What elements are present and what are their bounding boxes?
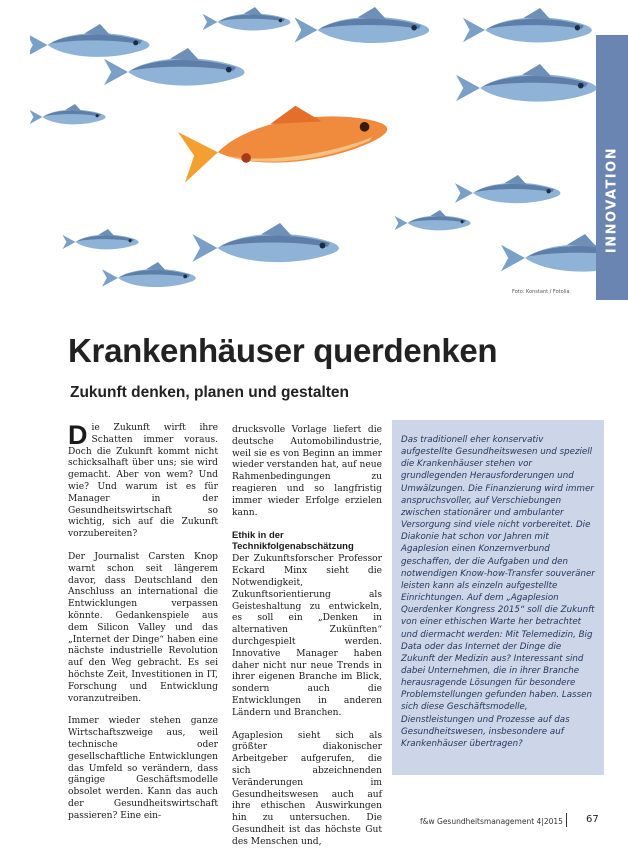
text-column-1 <box>68 420 218 834</box>
photo-credit: Foto: Konstant / Fotolia <box>512 289 570 295</box>
text-column-2 <box>232 425 382 860</box>
grey-fish <box>455 175 560 203</box>
section-heading: Ethik in der Technikfolgenabschätzung <box>232 530 354 553</box>
grey-fish <box>193 223 339 262</box>
grey-fish <box>463 8 592 42</box>
paragraph: Der Journalist Carsten Knop warnt schon seit längerem davor, dass Deutschland den Anschluss an international die Entwicklungen verpassen könnte. Gedankenspiele aus dem Silicon Valley und das „Internet der Dinge“ haben eine nächste industrielle Revolution auf den Weg gebracht. Es sei höchste Zeit, Investitionen in IT, Forschung und Entwicklung voranzutreiben. <box>68 551 218 704</box>
drop-cap: D <box>68 420 88 450</box>
red-fish <box>177 94 391 183</box>
grey-fish <box>203 7 291 30</box>
article-subtitle: Zukunft denken, planen und gestalten <box>70 384 350 401</box>
section-tab-label: INNOVATION <box>604 146 620 254</box>
grey-fish <box>456 64 597 102</box>
paragraph: Agaplesion sieht sich als größter diakonischer Arbeitgeber aufgerufen, die sich abzeichnenden Veränderungen im Gesundheitswesen auch auf ihre ethischen Auswirkungen hin zu untersuchen. Die Gesundheit ist das höchste Gut des Menschen und, <box>232 730 382 847</box>
paragraph <box>68 420 218 541</box>
grey-fish <box>62 229 138 249</box>
grey-fish <box>30 24 149 57</box>
grey-fish <box>102 262 196 287</box>
fish-school-illustration <box>30 0 628 300</box>
article-title: Krankenhäuser querdenken <box>68 332 498 369</box>
paragraph: drucksvolle Vorlage liefert die deutsche Automobilindustrie, weil sie es von Beginn an immer wieder verstanden hat, auf neue Rahmenbedingungen zu reagieren und so langfristig immer wieder Erfolge erzielen kann. <box>232 425 382 518</box>
grey-fish <box>395 210 471 230</box>
paragraph: Immer wieder stehen ganze Wirtschaftszweige aus, weil technische oder gesellschaftliche Entwicklungen das Umfeld so verändern, dass gängige Geschäftsmodelle obsolet werden. Kann das auch der Gesundheitswirtschaft passieren? Eine ein- <box>68 716 218 821</box>
hero-image <box>30 0 628 300</box>
footer-divider <box>566 813 567 827</box>
page-number: 67 <box>586 814 599 825</box>
grey-fish <box>295 7 430 43</box>
paragraph-text: ie Zukunft wirft ihre Schatten immer voraus. Doch die Zukunft kommt nicht schicksalhaft über uns; sie wird gemacht. Aber von wem? Und wie? Und warum ist es für Manager in der Gesundheitswirtschaft so wichtig, sich auf die Zukunft vorzubereiten? <box>68 423 218 540</box>
paragraph: Der Zukunftsforscher Professor Eckard Minx sieht die Notwendigkeit, Zukunftsorientierung als Geisteshaltung zu entwickeln, es soll ein „Denken in alternativen Zukünften“ durchgespielt werden. Innovative Manager haben daher nicht nur neue Trends in ihrer eigenen Branche im Blick, sondern auch die Entwicklungen in anderen Ländern und Branchen. <box>232 554 382 718</box>
footer-publication: f&w Gesundheitsmanagement 4|2015 <box>420 817 563 826</box>
sidebar-text: Das traditionell eher konservativ aufgestellte Gesundheitswesen und speziell die Krankenhäuser stehen vor grundlegenden Herausforderungen und Umwälzungen. Die Finanzierung wird immer anspruchsvoller, auf Verschiebungen zwischen stationärer und ambulanter Versorgung sind viele nicht vorbereitet. Die Diakonie hat schon vor Jahren mit Agaplesion einen Konzernverbund geschaffen, der die Aufgaben und den notwendigen Know-how-Transfer souveräner leisten kann als einzeln aufgestellte Einrichtungen. Auf dem „Agaplesion Querdenker Kongress 2015“ soll die Zukunft von einer ethischen Warte her betrachtet und diermacht werden: Mit Telemedizin, Big Data oder das Internet der Dinge die Zukunft der Medizin aus? Interessant sind dabei Unternehmen, die in ihrer Branche herausragende Lösungen für besondere Problemstellungen gefunden haben. Lassen sich diese Geschäftsmodelle, Dienstleistungen und Prozesse auf das Gesundheitswesen, insbesondere auf Krankenhäuser übertragen? <box>401 435 595 749</box>
grey-fish <box>30 104 106 124</box>
